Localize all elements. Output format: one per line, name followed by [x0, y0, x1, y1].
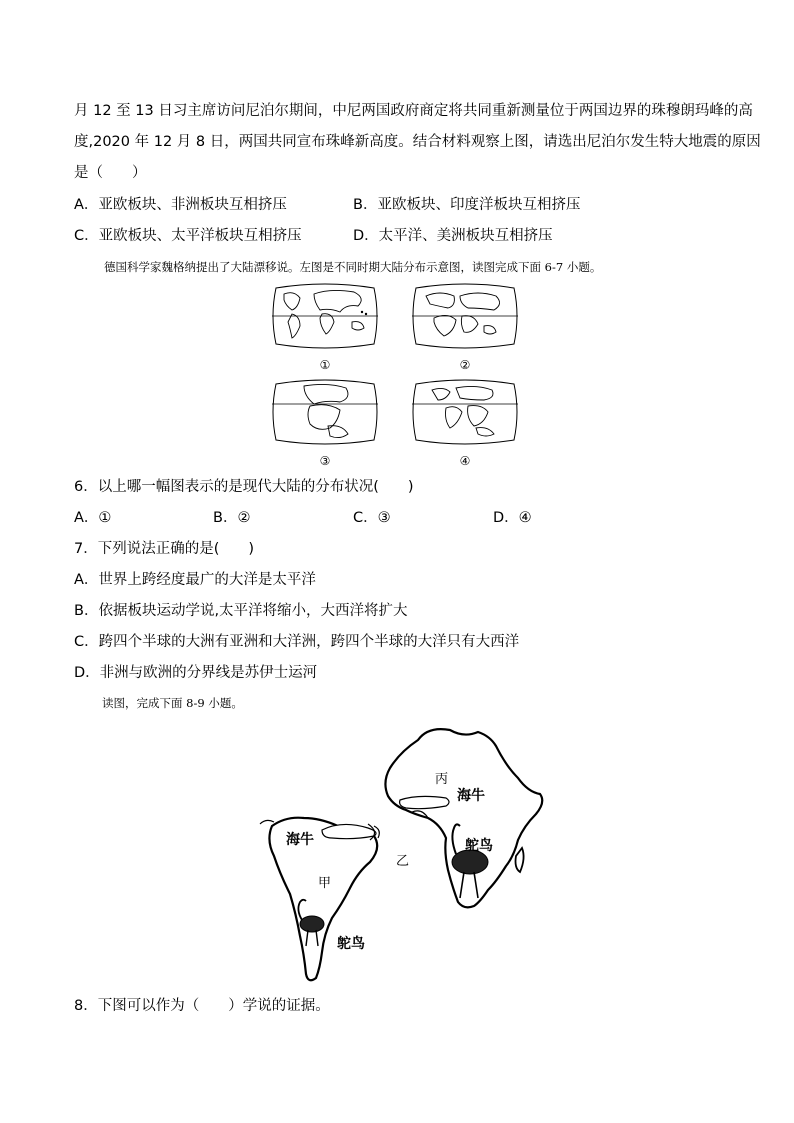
- q6-option-a: A．①: [74, 510, 112, 526]
- q8-stem: 8．下图可以作为（ ）学说的证据。: [74, 998, 330, 1014]
- wegener-intro: 德国科学家魏格纳提出了大陆漂移说。左图是不同时期大陆分布示意图，读图完成下面 6-7 小题。: [104, 260, 602, 274]
- map-label-bing: 丙: [435, 772, 449, 787]
- africa-outline: [385, 729, 542, 907]
- intro-line-3: 是（ ）: [74, 165, 147, 181]
- drift-label-2: ②: [459, 358, 471, 372]
- q6-option-c: C．③: [353, 510, 391, 526]
- drift-map-4: [412, 380, 518, 444]
- map-label-ostrich-sa: 鸵鸟: [337, 936, 365, 952]
- manatee-africa-icon: [400, 796, 449, 818]
- q5-option-d: D．太平洋、美洲板块互相挤压: [353, 228, 553, 244]
- q6-option-b: B．②: [213, 510, 251, 526]
- q7-option-d: D．非洲与欧洲的分界线是苏伊士运河: [74, 665, 318, 681]
- map-label-yi: 乙: [396, 854, 410, 869]
- q6-stem: 6．以上哪一幅图表示的是现代大陆的分布状况( ): [74, 479, 414, 495]
- ostrich-south-america-icon: [298, 900, 324, 946]
- q7-option-c: C．跨四个半球的大洲有亚洲和大洋洲，跨四个半球的大洋只有大西洋: [74, 634, 520, 650]
- madagascar-outline: [516, 848, 524, 872]
- drift-map-2: [412, 284, 518, 348]
- drift-map-3: [272, 380, 378, 444]
- drift-label-3: ③: [319, 454, 331, 468]
- q6-option-d: D．④: [493, 510, 532, 526]
- intro-line-1: 月 12 至 13 日习主席访问尼泊尔期间，中尼两国政府商定将共同重新测量位于两国边界的珠穆朗玛峰的高: [74, 103, 753, 119]
- drift-label-1: ①: [319, 358, 331, 372]
- continental-drift-figure: [270, 282, 528, 472]
- q5-option-a: A．亚欧板块、非洲板块互相挤压: [74, 197, 287, 213]
- map-label-manatee-sa: 海牛: [286, 832, 314, 848]
- read-intro: 读图，完成下面 8-9 小题。: [102, 696, 243, 710]
- map-label-jia: 甲: [318, 876, 332, 891]
- q5-option-c: C．亚欧板块、太平洋板块互相挤压: [74, 228, 302, 244]
- map-label-manatee-africa: 海牛: [457, 788, 485, 804]
- intro-line-2: 度,2020 年 12 月 8 日，两国共同宣布珠峰新高度。结合材料观察上图，请选出尼泊尔发生特大地震的原因: [74, 134, 761, 150]
- q7-option-b: B．依据板块运动学说,太平洋将缩小，大西洋将扩大: [74, 603, 408, 619]
- q7-stem: 7．下列说法正确的是( ): [74, 541, 255, 557]
- q5-option-b: B．亚欧板块、印度洋板块互相挤压: [353, 197, 581, 213]
- drift-label-4: ④: [459, 454, 471, 468]
- map-label-ostrich-africa: 鸵鸟: [465, 838, 493, 854]
- drift-map-1: [272, 284, 378, 348]
- q7-option-a: A．世界上跨经度最广的大洋是太平洋: [74, 572, 316, 588]
